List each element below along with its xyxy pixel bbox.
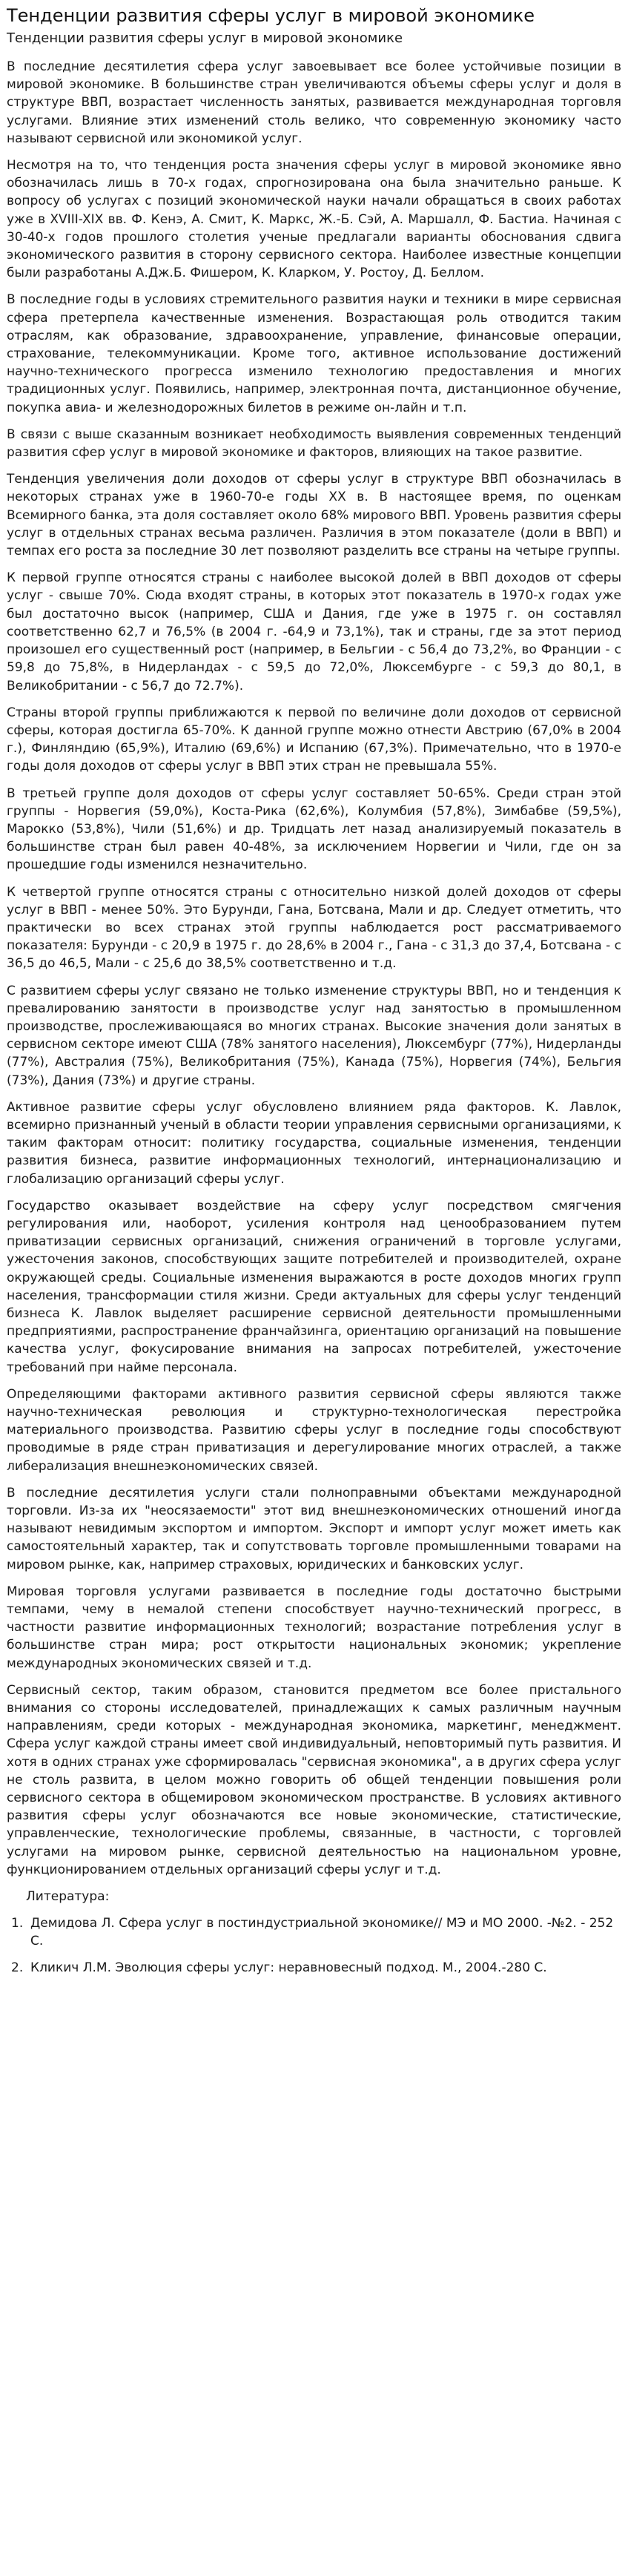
article-subtitle: Тенденции развития сферы услуг в мировой экономике	[7, 30, 403, 46]
paragraph-employment: С развитием сферы услуг связано не только изменение структуры ВВП, но и тенденция к превалированию занятости в производстве услуг над занятостью в промышленном производстве, прослеживающаяся во многих странах. Высокие значения доли занятых в сервисном секторе имеют США (78% занятого населения), Люксембург (77%), Нидерланды (77%), Австралия (75%), Великобритания (75%), Канада (75%), Норвегия (74%), Бельгия (73%), Дания (73%) и другие страны.	[7, 983, 621, 1088]
paragraph-international-trade: В последние десятилетия услуги стали полноправными объектами международной торговли. Из-за их "неосязаемости" этот вид внешнеэкономических отношений иногда называют невидимым экспортом и импортом. Экспорт и импорт услуг может иметь как самостоятельный характер, так и сопутствовать торговле промышленными товарами на мировом рынке, как, например страховых, юридических и банковских услуг.	[7, 1485, 621, 1572]
literature-item	[7, 1914, 621, 1950]
paragraph-intro: В последние десятилетия сфера услуг завоевывает все более устойчивые позиции в мировой экономике. В большинстве стран увеличиваются объемы сферы услуг и доля в структуре ВВП, возрастает численность занятых, развивается международная торговля услугами. Влияние этих изменений столь велико, что современную экономику часто называют сервисной или экономикой услуг.	[7, 59, 621, 146]
paragraph-qualitative-changes: В последние годы в условиях стремительного развития науки и техники в мире сервисная сфера претерпела качественные изменения. Возрастающая роль отводится таким отраслям, как образование, здравоохранение, управление, финансовые операции, страхование, телекоммуникации. Кроме того, активное использование достижений научно-технического прогресса изменило технологию предоставления и многих традиционных услуг. Появились, например, электронная почта, дистанционное обучение, покупка авиа- и железнодорожных билетов в режиме он-лайн и т.п.	[7, 292, 621, 415]
paragraph-determining-factors: Определяющими факторами активного развития сервисной сферы являются также научно-техническая революция и структурно-технологическая перестройка материального производства. Развитию сферы услуг в последние годы способствуют проводимые в ряде стран приватизация и дерегулирование многих отраслей, а также либерализация внешнеэкономических связей.	[7, 1386, 621, 1474]
paragraph-group-three: В третьей группе доля доходов от сферы услуг составляет 50-65%. Среди стран этой группы - Норвегия (59,0%), Коста-Рика (62,6%), Колумбия (57,8%), Зимбабве (59,5%), Марокко (53,8%), Чили (51,6%) и др. Тридцать лет назад анализируемый показатель в большинстве стран был равен 40-48%, за исключением Норвегии и Чили, где он за прошедшие годы изменился незначительно.	[7, 785, 621, 873]
paragraph-history: Несмотря на то, что тенденция роста значения сферы услуг в мировой экономике явно обозначилась лишь в 70-х годах, спрогнозирована она была значительно раньше. К вопросу об услугах с позиций экономической науки начали обращаться в своих работах уже в XVIII-XIX вв. Ф. Кенэ, А. Смит, К. Маркс, Ж.-Б. Сэй, А. Маршалл, Ф. Бастиа. Начиная с 30-40-х годов прошлого столетия ученые предлагали варианты обоснования сдвига экономического развития в сторону сервисного сектора. Наиболее известные концепции были разработаны А.Дж.Б. Фишером, К. Кларком, У. Ростоу, Д. Беллом.	[7, 158, 621, 281]
paragraph-conclusion: Сервисный сектор, таким образом, становится предметом все более пристального внимания со стороны исследователей, принадлежащих к самых различным научным направлениям, среди которых - международная экономика, маркетинг, менеджмент. Сфера услуг каждой страны имеет свой индивидуальный, неповторимый путь развития. И хотя в одних странах уже сформировалась "сервисная экономика", а в других сфера услуг не столь развита, в целом можно говорить об общей тенденции повышения роли сервисного сектора в общемировом экономическом пространстве. В условиях активного развития сферы услуг обозначаются все новые экономические, статистические, управленческие, технологические проблемы, связанные, в частности, с торговлей услугами на мировом рынке, сервисной деятельностью на национальном уровне, функционированием отдельных организаций сферы услуг и т.д.	[7, 1682, 621, 1877]
paragraph-group-four: К четвертой группе относятся страны с относительно низкой долей доходов от сферы услуг в ВВП - менее 50%. Это Бурунди, Гана, Ботсвана, Мали и др. Следует отметить, что практически во всех странах этой группы наблюдается рост рассматриваемого показателя: Бурунди - с 20,9 в 1975 г. до 28,6% в 2004 г., Гана - с 31,3 до 37,4, Ботсвана - с 36,5 до 46,5, Мали - с 25,6 до 38,5% соответственно и т.д.	[7, 884, 621, 972]
paragraph-world-trade: Мировая торговля услугами развивается в последние годы достаточно быстрыми темпами, чему в немалой степени способствует научно-технический прогресс, в частности развитие информационных технологий; возрастание потребления услуг в большинстве стран мира; рост открытости национальных экономик; укрепление международных экономических связей и т.д.	[7, 1584, 621, 1671]
literature-heading: Литература:	[26, 1889, 110, 1905]
literature-list	[7, 1914, 621, 1977]
literature-item-number: 1.	[11, 1916, 24, 1931]
paragraph-necessity: В связи с выше сказанным возникает необходимость выявления современных тенденций развития сфер услуг в мировой экономике и факторов, влияющих на такое развитие.	[7, 426, 621, 461]
paragraph-group-two: Страны второй группы приближаются к первой по величине доли доходов от сервисной сферы, которая достигла 65-70%. К данной группе можно отнести Австрию (67,0% в 2004 г.), Финляндию (65,9%), Италию (69,6%) и Испанию (67,3%). Примечательно, что в 1970-е годы доля доходов от сферы услуг в ВВП этих стран не превышала 55%.	[7, 705, 621, 774]
page-title: Тенденции развития сферы услуг в мировой экономике	[7, 5, 535, 26]
literature-item-number: 2.	[11, 1960, 24, 1976]
paragraph-factors: Активное развитие сферы услуг обусловлено влиянием ряда факторов. К. Лавлок, всемирно признанный ученый в области теории управления сервисными организациями, к таким факторам относит: политику государства, социальные изменения, тенденции развития бизнеса, развитие информационных технологий, интернационализацию и глобализацию организаций сферы услуг.	[7, 1099, 621, 1187]
paragraph-state-influence: Государство оказывает воздействие на сферу услуг посредством смягчения регулирования или, наоборот, усиления контроля над ценообразованием путем приватизации сервисных организаций, снижения ограничений в торговле услугами, ужесточения законов, способствующих защите потребителей и производителей, охране окружающей среды. Социальные изменения выражаются в росте доходов многих групп населения, трансформации стиля жизни. Среди актуальных для сферы услуг тенденций бизнеса К. Лавлок выделяет расширение сервисной деятельности промышленными предприятиями, распространение франчайзинга, ориентацию организаций на повышение качества услуг, фокусирование внимания на запросах потребителей, ужесточение требований при найме персонала.	[7, 1198, 621, 1375]
literature-item	[7, 1959, 621, 1977]
literature-item-text: Кликич Л.М. Эволюция сферы услуг: неравновесный подход. М., 2004.-280 С.	[30, 1960, 547, 1976]
paragraph-gdp-share: Тенденция увеличения доли доходов от сферы услуг в структуре ВВП обозначилась в некоторых странах уже в 1960-70-е годы ХХ в. В настоящее время, по оценкам Всемирного банка, эта доля составляет около 68% мирового ВВП. Уровень развития сферы услуг в отдельных странах весьма различен. Различия в этом показателе (доли в ВВП) и темпах его роста за последние 30 лет позволяют разделить все страны на четыре группы.	[7, 472, 621, 559]
article-body	[7, 58, 621, 1879]
literature-item-text: Демидова Л. Сфера услуг в постиндустриальной экономике// МЭ и МО 2000. -№2. - 252 С.	[30, 1916, 614, 1949]
paragraph-group-one: К первой группе относятся страны с наиболее высокой долей в ВВП доходов от сферы услуг - свыше 70%. Сюда входят страны, в которых этот показатель в 1970-х годах уже был достаточно высок (например, США и Дания, где уже в 1975 г. он составлял соответственно 62,7 и 76,5% (в 2004 г. -64,9 и 73,1%), так и страны, где за этот период произошел его существенный рост (например, в Бельгии - с 56,4 до 73,2%, во Франции - с 59,8 до 75,8%, в Нидерландах - с 59,5 до 72,0%, Люксембурге - с 59,3 до 80,1, в Великобритании - с 56,7 до 72.7%).	[7, 570, 621, 694]
